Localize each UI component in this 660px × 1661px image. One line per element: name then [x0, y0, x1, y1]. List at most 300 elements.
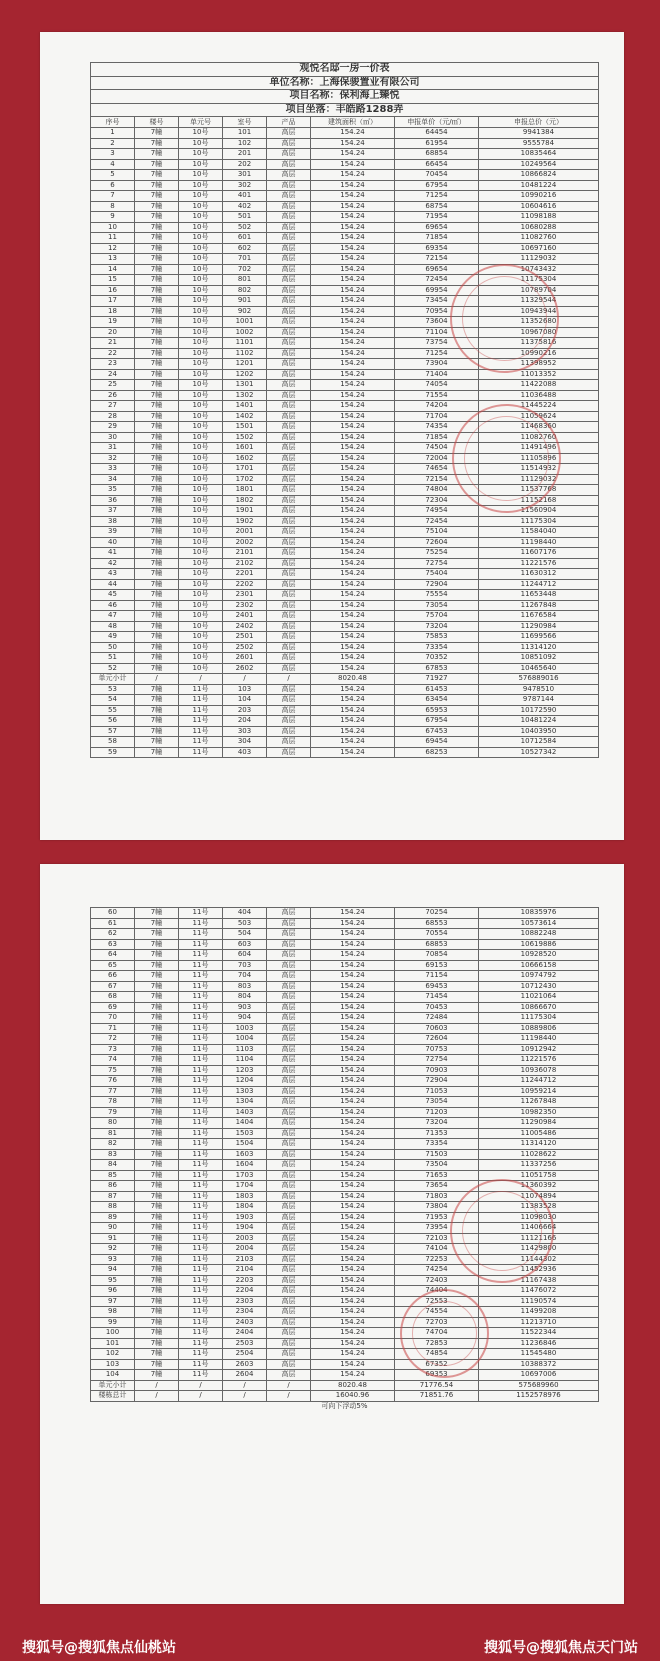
table-cell: 7幢	[135, 474, 179, 485]
table-cell: 高层	[267, 432, 311, 443]
table-cell: 11213710	[479, 1317, 599, 1328]
table-cell: 104	[91, 1370, 135, 1381]
table-cell: 7幢	[135, 432, 179, 443]
header-cell: 楼号	[135, 117, 179, 128]
table-cell: 7幢	[135, 558, 179, 569]
table-cell: 10号	[179, 663, 223, 674]
table-cell: 53	[91, 684, 135, 695]
official-seal-stamp	[452, 404, 561, 513]
table-cell: 69453	[395, 981, 479, 992]
table-cell: 1003	[223, 1023, 267, 1034]
table-cell: 高层	[267, 348, 311, 359]
table-cell: 7幢	[135, 149, 179, 160]
table-cell: 1004	[223, 1034, 267, 1045]
table-cell: 10号	[179, 611, 223, 622]
table-cell: 73204	[395, 621, 479, 632]
table-row	[91, 1149, 599, 1160]
table-cell: 高层	[267, 1233, 311, 1244]
table-cell: 10967080	[479, 327, 599, 338]
table-cell: 604	[223, 950, 267, 961]
table-cell: 38	[91, 516, 135, 527]
table-cell: 70903	[395, 1065, 479, 1076]
table-cell: 10号	[179, 453, 223, 464]
table-row	[91, 222, 599, 233]
table-cell: 11号	[179, 1107, 223, 1118]
table-cell: 7幢	[135, 1370, 179, 1381]
table-cell: 73	[91, 1044, 135, 1055]
table-cell: 11375816	[479, 338, 599, 349]
table-cell: 70254	[395, 908, 479, 919]
table-cell: 1402	[223, 411, 267, 422]
table-cell: 11号	[179, 1002, 223, 1013]
table-cell: 154.24	[311, 1212, 395, 1223]
table-cell: 78	[91, 1097, 135, 1108]
table-row	[91, 170, 599, 181]
table-cell: 72103	[395, 1233, 479, 1244]
table-cell: 72853	[395, 1338, 479, 1349]
table-cell: 2602	[223, 663, 267, 674]
table-cell: 高层	[267, 1317, 311, 1328]
table-cell: 1802	[223, 495, 267, 506]
table-cell: 1103	[223, 1044, 267, 1055]
table-cell: 11699566	[479, 632, 599, 643]
table-cell: 154.24	[311, 1349, 395, 1360]
table-cell: 11号	[179, 1370, 223, 1381]
table-cell: 7幢	[135, 233, 179, 244]
table-cell: 11号	[179, 1034, 223, 1045]
table-cell: 69454	[395, 737, 479, 748]
table-cell: 7	[91, 191, 135, 202]
table-cell: 11号	[179, 1044, 223, 1055]
table-cell: 7幢	[135, 1317, 179, 1328]
table-cell: 503	[223, 918, 267, 929]
table-cell: 高层	[267, 1107, 311, 1118]
table-cell: 154.24	[311, 1170, 395, 1181]
table-cell: 901	[223, 296, 267, 307]
table-cell: 154.24	[311, 474, 395, 485]
table-cell: 10835976	[479, 908, 599, 919]
table-cell: 602	[223, 243, 267, 254]
table-cell: 11144302	[479, 1254, 599, 1265]
table-cell: 154.24	[311, 1223, 395, 1234]
table-row	[91, 558, 599, 569]
table-cell: 71	[91, 1023, 135, 1034]
table-row	[91, 212, 599, 223]
table-cell: 72553	[395, 1296, 479, 1307]
header-cell: 申报单价（元/㎡）	[395, 117, 479, 128]
table-cell: 7幢	[135, 611, 179, 622]
table-cell: 11452936	[479, 1265, 599, 1276]
table-cell: 11267848	[479, 1097, 599, 1108]
table-cell: 19	[91, 317, 135, 328]
table-cell: 59	[91, 747, 135, 758]
table-cell: 70554	[395, 929, 479, 940]
header-cell: 申报总价（元）	[479, 117, 599, 128]
table-cell: 68	[91, 992, 135, 1003]
table-cell: 高层	[267, 663, 311, 674]
table-cell: 154.24	[311, 1254, 395, 1265]
table-cell: 10号	[179, 254, 223, 265]
table-cell: 66	[91, 971, 135, 982]
table-cell: 154.24	[311, 642, 395, 653]
table-cell: 45	[91, 590, 135, 601]
table-cell: 11005486	[479, 1128, 599, 1139]
table-cell: 504	[223, 929, 267, 940]
table-cell: 高层	[267, 950, 311, 961]
table-row	[91, 918, 599, 929]
table-cell: 10912942	[479, 1044, 599, 1055]
table-cell: 102	[91, 1349, 135, 1360]
table-row	[91, 663, 599, 674]
table-row	[91, 128, 599, 139]
table-cell: 72154	[395, 254, 479, 265]
table-cell: 154.24	[311, 359, 395, 370]
table-cell: 61453	[395, 684, 479, 695]
table-cell: 高层	[267, 1307, 311, 1318]
table-cell: 7幢	[135, 296, 179, 307]
table-cell: 11445224	[479, 401, 599, 412]
table-cell: 1201	[223, 359, 267, 370]
table-row	[91, 611, 599, 622]
table-cell: 154.24	[311, 1202, 395, 1213]
table-cell: 高层	[267, 590, 311, 601]
table-cell: 11号	[179, 684, 223, 695]
table-cell: 10号	[179, 432, 223, 443]
price-sheet-page-1	[40, 32, 624, 840]
table-cell: 高层	[267, 411, 311, 422]
table-cell: 9941384	[479, 128, 599, 139]
table-cell: 76	[91, 1076, 135, 1087]
table-cell: 7幢	[135, 495, 179, 506]
table-cell: 7幢	[135, 663, 179, 674]
table-cell: 154.24	[311, 1317, 395, 1328]
table-cell: 7幢	[135, 600, 179, 611]
table-cell: 11号	[179, 1223, 223, 1234]
table-cell: 高层	[267, 1338, 311, 1349]
table-cell: 154.24	[311, 422, 395, 433]
table-cell: 11号	[179, 1191, 223, 1202]
table-cell: 楼栋总计	[91, 1391, 135, 1402]
table-row	[91, 527, 599, 538]
table-cell: 7幢	[135, 1034, 179, 1045]
table-cell: 10604616	[479, 201, 599, 212]
table-cell: 154.24	[311, 201, 395, 212]
table-cell: 154.24	[311, 170, 395, 181]
table-cell: /	[267, 674, 311, 685]
table-row	[91, 642, 599, 653]
table-cell: 154.24	[311, 1002, 395, 1013]
table-cell: 154.24	[311, 992, 395, 1003]
table-cell: 11号	[179, 908, 223, 919]
table-cell: 2601	[223, 653, 267, 664]
table-cell: 11号	[179, 971, 223, 982]
table-cell: 49	[91, 632, 135, 643]
table-cell: 71803	[395, 1191, 479, 1202]
table-row	[91, 149, 599, 160]
table-cell: 1503	[223, 1128, 267, 1139]
table-cell: 69654	[395, 222, 479, 233]
table-cell: /	[267, 1391, 311, 1402]
price-table-2	[90, 907, 599, 1411]
table-cell: 154.24	[311, 684, 395, 695]
table-cell: 22	[91, 348, 135, 359]
table-cell: 10号	[179, 527, 223, 538]
table-cell: 701	[223, 254, 267, 265]
table-cell: 11号	[179, 960, 223, 971]
table-cell: 11号	[179, 1097, 223, 1108]
table-cell: 11129032	[479, 474, 599, 485]
table-row	[91, 380, 599, 391]
table-cell: 154.24	[311, 908, 395, 919]
table-cell: 2102	[223, 558, 267, 569]
table-cell: 75104	[395, 527, 479, 538]
table-cell: 75704	[395, 611, 479, 622]
table-cell: 10号	[179, 348, 223, 359]
table-cell: 11244712	[479, 579, 599, 590]
table-cell: 70753	[395, 1044, 479, 1055]
table-cell: 73504	[395, 1160, 479, 1171]
table-cell: 100	[91, 1328, 135, 1339]
table-cell: 2503	[223, 1338, 267, 1349]
table-cell: 高层	[267, 527, 311, 538]
table-cell: 高层	[267, 1286, 311, 1297]
table-cell: 1702	[223, 474, 267, 485]
table-cell: 1603	[223, 1149, 267, 1160]
table-cell: 154.24	[311, 317, 395, 328]
table-cell: 1801	[223, 485, 267, 496]
table-cell: 11098030	[479, 1212, 599, 1223]
table-row	[91, 1349, 599, 1360]
table-cell: 11号	[179, 929, 223, 940]
table-cell: 11028622	[479, 1149, 599, 1160]
table-cell: /	[135, 674, 179, 685]
table-cell: /	[267, 1380, 311, 1391]
table-cell: 1202	[223, 369, 267, 380]
table-cell: 7幢	[135, 180, 179, 191]
table-cell: 7幢	[135, 348, 179, 359]
table-cell: 10号	[179, 506, 223, 517]
table-cell: /	[135, 1380, 179, 1391]
table-cell: 高层	[267, 1097, 311, 1108]
table-cell: 7幢	[135, 380, 179, 391]
table-cell: 154.24	[311, 1128, 395, 1139]
table-cell: 154.24	[311, 1233, 395, 1244]
table-cell: 2104	[223, 1265, 267, 1276]
table-cell: 7幢	[135, 1223, 179, 1234]
table-cell: 11329544	[479, 296, 599, 307]
table-header-row	[91, 117, 599, 128]
table-cell: 7幢	[135, 191, 179, 202]
table-cell: 7幢	[135, 1254, 179, 1265]
table-cell: 10号	[179, 422, 223, 433]
table-cell: 10号	[179, 569, 223, 580]
table-cell: 7幢	[135, 653, 179, 664]
table-cell: 404	[223, 908, 267, 919]
table-cell: 72754	[395, 558, 479, 569]
table-cell: 154.24	[311, 1107, 395, 1118]
table-cell: 1901	[223, 506, 267, 517]
table-cell: 10号	[179, 149, 223, 160]
table-cell: 10172590	[479, 705, 599, 716]
table-cell: /	[179, 1391, 223, 1402]
table-cell: 7幢	[135, 1191, 179, 1202]
table-cell: 11059624	[479, 411, 599, 422]
table-cell: 1002	[223, 327, 267, 338]
table-cell: 高层	[267, 1265, 311, 1276]
table-cell: 2401	[223, 611, 267, 622]
table-cell: 60	[91, 908, 135, 919]
table-cell: 71554	[395, 390, 479, 401]
table-cell: 1904	[223, 1223, 267, 1234]
table-cell: 73354	[395, 1139, 479, 1150]
table-cell: 10697006	[479, 1370, 599, 1381]
table-cell: 7幢	[135, 1359, 179, 1370]
price-sheet-page-2	[40, 864, 624, 1604]
table-row	[91, 737, 599, 748]
table-cell: 154.24	[311, 653, 395, 664]
table-cell: 154.24	[311, 1338, 395, 1349]
table-cell: 10号	[179, 600, 223, 611]
table-cell: 98	[91, 1307, 135, 1318]
table-cell: 11号	[179, 1233, 223, 1244]
table-cell: 7幢	[135, 222, 179, 233]
table-cell: 154.24	[311, 464, 395, 475]
table-cell: 403	[223, 747, 267, 758]
table-cell: 1903	[223, 1212, 267, 1223]
table-cell: 95	[91, 1275, 135, 1286]
table-cell: 高层	[267, 569, 311, 580]
table-cell: 10866824	[479, 170, 599, 181]
table-cell: 74554	[395, 1307, 479, 1318]
table-cell: 11267848	[479, 600, 599, 611]
table-row	[91, 1002, 599, 1013]
table-cell: 75554	[395, 590, 479, 601]
table-cell: 高层	[267, 621, 311, 632]
table-cell: 203	[223, 705, 267, 716]
table-cell: 14	[91, 264, 135, 275]
table-row	[91, 929, 599, 940]
table-cell: 69954	[395, 285, 479, 296]
table-cell: 1303	[223, 1086, 267, 1097]
table-cell: 7幢	[135, 243, 179, 254]
table-cell: 10889806	[479, 1023, 599, 1034]
table-cell: 68854	[395, 149, 479, 160]
table-row	[91, 159, 599, 170]
table-cell: 94	[91, 1265, 135, 1276]
table-title: 观悦名邸一房一价表	[91, 63, 599, 77]
table-cell: 84	[91, 1160, 135, 1171]
table-cell: 11号	[179, 1212, 223, 1223]
table-cell: 11号	[179, 950, 223, 961]
table-cell: 7幢	[135, 1212, 179, 1223]
table-cell: 65	[91, 960, 135, 971]
table-cell: 7幢	[135, 317, 179, 328]
table-cell: 10号	[179, 338, 223, 349]
table-cell: 9	[91, 212, 135, 223]
table-cell: 11号	[179, 1181, 223, 1192]
table-cell: 7幢	[135, 1086, 179, 1097]
table-cell: 71851.76	[395, 1391, 479, 1402]
table-cell: 11290984	[479, 621, 599, 632]
table-cell: 154.24	[311, 726, 395, 737]
table-cell: 7幢	[135, 537, 179, 548]
table-cell: 69	[91, 1002, 135, 1013]
table-cell: 11号	[179, 1149, 223, 1160]
table-cell: 10号	[179, 474, 223, 485]
table-cell: 69354	[395, 243, 479, 254]
table-cell: 67453	[395, 726, 479, 737]
table-cell: 154.24	[311, 705, 395, 716]
table-cell: 高层	[267, 170, 311, 181]
table-cell: 11360392	[479, 1181, 599, 1192]
table-cell: 高层	[267, 981, 311, 992]
table-cell: 73054	[395, 1097, 479, 1108]
table-row	[91, 992, 599, 1003]
table-cell: 11082760	[479, 432, 599, 443]
table-cell: 154.24	[311, 1244, 395, 1255]
table-cell: 73054	[395, 600, 479, 611]
table-cell: 7幢	[135, 1328, 179, 1339]
header-cell: 室号	[223, 117, 267, 128]
table-cell: 11167438	[479, 1275, 599, 1286]
table-cell: 高层	[267, 317, 311, 328]
table-cell: 7幢	[135, 590, 179, 601]
table-cell: 154.24	[311, 485, 395, 496]
table-cell: 高层	[267, 747, 311, 758]
table-cell: 高层	[267, 1160, 311, 1171]
table-cell: 高层	[267, 737, 311, 748]
table-row	[91, 747, 599, 758]
table-cell: 高层	[267, 264, 311, 275]
table-cell: 204	[223, 716, 267, 727]
table-cell: 154.24	[311, 579, 395, 590]
table-cell: 72403	[395, 1275, 479, 1286]
table-cell: /	[179, 674, 223, 685]
table-cell: 7幢	[135, 275, 179, 286]
table-cell: 高层	[267, 180, 311, 191]
table-cell: 高层	[267, 695, 311, 706]
table-cell: 74504	[395, 443, 479, 454]
table-cell: 7幢	[135, 285, 179, 296]
table-cell: 154.24	[311, 1149, 395, 1160]
table-cell: 11468360	[479, 422, 599, 433]
table-cell: 7幢	[135, 726, 179, 737]
table-cell: 7幢	[135, 621, 179, 632]
table-row	[91, 1170, 599, 1181]
table-cell: 31	[91, 443, 135, 454]
table-cell: 801	[223, 275, 267, 286]
table-cell: 7幢	[135, 338, 179, 349]
table-cell: 85	[91, 1170, 135, 1181]
table-cell: 11175304	[479, 275, 599, 286]
table-cell: 10666158	[479, 960, 599, 971]
table-cell: 902	[223, 306, 267, 317]
table-cell: 高层	[267, 1223, 311, 1234]
table-cell: 11337256	[479, 1160, 599, 1171]
table-cell: 高层	[267, 296, 311, 307]
table-cell: 74404	[395, 1286, 479, 1297]
table-cell: 高层	[267, 485, 311, 496]
table-cell: 154.24	[311, 1139, 395, 1150]
table-cell: 48	[91, 621, 135, 632]
table-cell: 高层	[267, 705, 311, 716]
table-cell: 10号	[179, 201, 223, 212]
table-cell: 72454	[395, 516, 479, 527]
table-cell: 11190574	[479, 1296, 599, 1307]
table-cell: 67853	[395, 663, 479, 674]
table-cell: 2	[91, 138, 135, 149]
table-cell: 10866670	[479, 1002, 599, 1013]
